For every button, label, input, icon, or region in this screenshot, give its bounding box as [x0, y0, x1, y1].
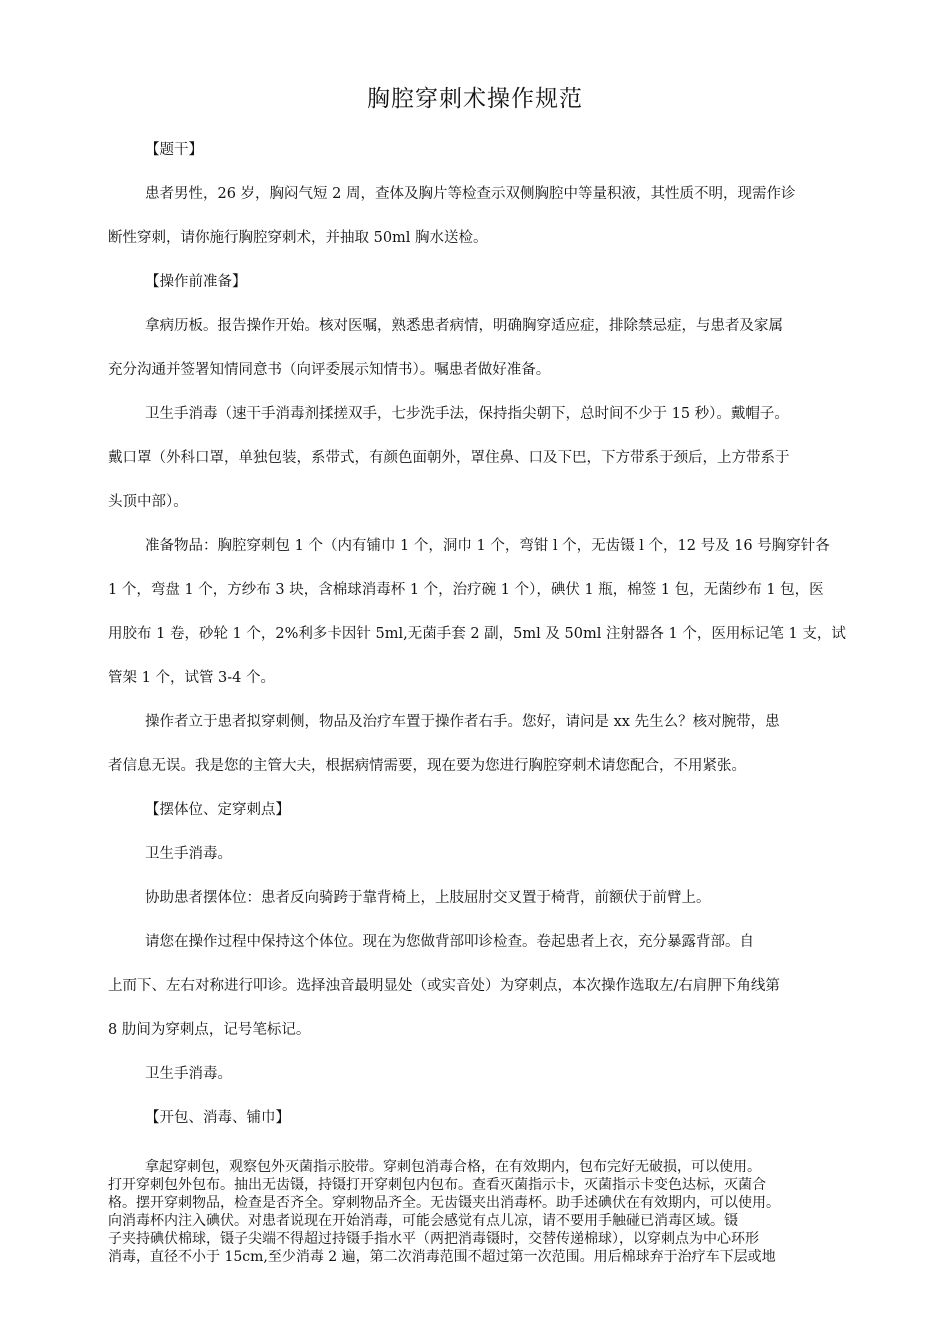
paragraph-line: 上而下、左右对称进行叩诊。选择浊音最明显处（或实音处）为穿刺点，本次操作选取左/右肩胛下角线第	[108, 978, 780, 994]
paragraph-line: 请您在操作过程中保持这个体位。现在为您做背部叩诊检查。卷起患者上衣，充分暴露背部。自	[145, 934, 754, 950]
section-heading-disinfection: 【开包、消毒、铺巾】	[145, 1110, 290, 1126]
paragraph-line: 头顶中部）。	[108, 494, 188, 510]
page-title: 胸腔穿刺术操作规范	[367, 86, 583, 112]
paragraph-line: 子夹持碘伏棉球，镊子尖端不得超过持镊手指水平（两把消毒镊时，交替传递棉球），以穿刺点为中心环形	[108, 1231, 759, 1247]
paragraph-line: 打开穿刺包外包布。抽出无齿镊，持镊打开穿刺包内包布。查看灭菌指示卡，灭菌指示卡变色达标，灭菌合	[108, 1177, 766, 1193]
paragraph-line: 卫生手消毒（速干手消毒剂揉搓双手，七步洗手法，保持指尖朝下，总时间不少于 15 秒）。戴帽子。	[145, 406, 789, 422]
paragraph-line: 拿起穿刺包，观察包外灭菌指示胶带。穿刺包消毒合格，在有效期内，包布完好无破损，可以使用。	[145, 1159, 761, 1175]
paragraph-line: 协助患者摆体位：患者反向骑跨于靠背椅上，上肢屈肘交叉置于椅背，前额伏于前臂上。	[145, 890, 711, 906]
section-heading-stem: 【题干】	[145, 142, 203, 158]
paragraph-line: 者信息无误。我是您的主管大夫，根据病情需要，现在要为您进行胸腔穿刺术请您配合，不用紧张。	[108, 758, 746, 774]
paragraph-line: 消毒，直径不小于 15cm,至少消毒 2 遍，第二次消毒范围不超过第一次范围。用后棉球弃于治疗车下层或地	[108, 1249, 776, 1265]
paragraph-line: 戴口罩（外科口罩，单独包装，系带式，有颜色面朝外，罩住鼻、口及下巴，下方带系于颈后，上方带系于	[108, 450, 790, 466]
paragraph-line: 8 肋间为穿刺点，记号笔标记。	[108, 1022, 311, 1038]
paragraph-line: 格。摆开穿刺物品，检查是否齐全。穿刺物品齐全。无齿镊夹出消毒杯。助手述碘伏在有效期内，可以使用。	[108, 1195, 780, 1211]
paragraph-line: 向消毒杯内注入碘伏。对患者说现在开始消毒，可能会感觉有点儿凉，请不要用手触碰已消毒区域。镊	[108, 1213, 738, 1229]
paragraph-line: 卫生手消毒。	[145, 1066, 232, 1082]
paragraph-line: 充分沟通并签署知情同意书（向评委展示知情书）。嘱患者做好准备。	[108, 362, 551, 378]
paragraph-line: 卫生手消毒。	[145, 846, 232, 862]
paragraph-line: 患者男性，26 岁，胸闷气短 2 周，查体及胸片等检查示双侧胸腔中等量积液，其性质不明，现需作诊	[145, 186, 796, 202]
paragraph-line: 管架 1 个，试管 3-4 个。	[108, 670, 276, 686]
section-heading-preparation: 【操作前准备】	[145, 274, 247, 290]
section-heading-position: 【摆体位、定穿刺点】	[145, 802, 290, 818]
paragraph-line: 1 个，弯盘 1 个，方纱布 3 块，含棉球消毒杯 1 个，治疗碗 1 个），碘伏 1 瓶，棉签 1 包，无菌纱布 1 包，医	[108, 582, 824, 598]
paragraph-line: 操作者立于患者拟穿刺侧，物品及治疗车置于操作者右手。您好，请问是 xx 先生么？核对腕带，患	[145, 714, 780, 730]
paragraph-line: 断性穿刺，请你施行胸腔穿刺术，并抽取 50ml 胸水送检。	[108, 230, 488, 246]
paragraph-line: 用胶布 1 卷，砂轮 1 个，2%利多卡因针 5ml,无菌手套 2 副，5ml 及 50ml 注射器各 1 个，医用标记笔 1 支，试	[108, 626, 846, 642]
paragraph-line: 拿病历板。报告操作开始。核对医嘱，熟悉患者病情，明确胸穿适应症，排除禁忌症，与患者及家属	[145, 318, 783, 334]
paragraph-line: 准备物品：胸腔穿刺包 1 个（内有铺巾 1 个，洞巾 1 个，弯钳 l 个，无齿镊 l 个，12 号及 16 号胸穿针各	[145, 538, 830, 554]
